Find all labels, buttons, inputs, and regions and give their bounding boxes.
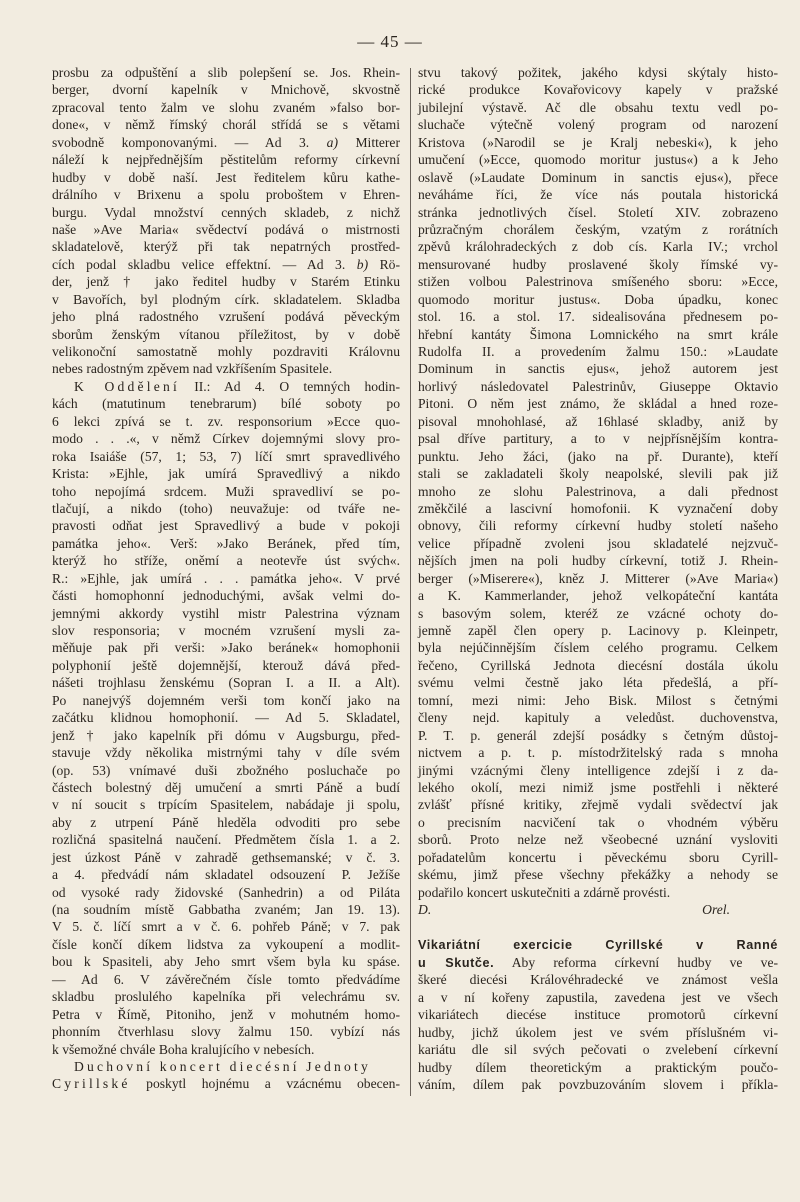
text-line — [52, 204, 400, 221]
text-line — [52, 238, 400, 255]
text-segment: jinými vzácnými členy intelligence zdejší i z da- — [418, 762, 778, 778]
text-segment: Cyrillské — [52, 1076, 131, 1092]
text-segment: stižen volbou Palestrinova smíšeného sboru: »Ecce, — [418, 274, 778, 290]
text-line — [52, 1075, 400, 1092]
text-line — [52, 535, 400, 552]
text-line — [418, 343, 778, 360]
text-line — [52, 360, 400, 377]
author-signature: D. Orel. — [418, 902, 730, 917]
text-line — [52, 291, 400, 308]
text-line — [52, 483, 400, 500]
text-line — [418, 587, 778, 604]
text-segment: začátku klidnou homophonií. — Ad 5. Skladatel, — [52, 710, 400, 726]
text-segment: zvlášť přísné kritiky, zřejmě vydali svědectví jak — [418, 797, 778, 813]
text-line — [418, 535, 778, 552]
text-line — [52, 988, 400, 1005]
text-segment: o precisním nacvičení tak o vhodném výběru — [418, 814, 778, 830]
text-segment: hudby v době naší. Jest ředitelem kůru kathe- — [52, 169, 400, 185]
section-heading-line-2 — [418, 954, 778, 971]
text-line — [418, 692, 778, 709]
text-segment: bou k Spasiteli, aby Jeho smrt všem byla ku spáse. — [52, 954, 400, 970]
text-line — [52, 413, 400, 430]
text-line — [52, 326, 400, 343]
text-segment: velikonoční samostatně mohly pozdraviti Královnu — [52, 344, 400, 359]
text-segment: od vysoké rady židovské (Sanhedrin) a od Piláta — [52, 884, 400, 900]
text-line — [418, 517, 778, 534]
text-segment: Krista: »Ejhle, jak umírá Spravedlivý a nikdo — [52, 466, 400, 482]
text-segment: horlivý následovatel Palestrinův, Giuseppe Oktavio — [418, 378, 778, 394]
text-line — [52, 273, 400, 290]
text-segment: K — [74, 378, 105, 394]
text-segment: kách (matutinum tenebrarum) bílé soboty po — [52, 396, 400, 412]
text-line — [52, 622, 400, 639]
text-segment: mensurované hudby proslavené školy římské vy- — [418, 256, 778, 272]
text-line — [52, 186, 400, 203]
text-segment: části homophonní jednoduchými, avšak velmi do- — [52, 588, 400, 604]
text-line — [418, 866, 778, 883]
text-segment: změkčilé a lascivní homofonii. K vyznačení doby — [418, 500, 778, 516]
text-segment: phonním čtverhlasu slovy žalmu 150. vybízí nás — [52, 1024, 400, 1040]
section-heading: Vikariátní exercicie Cyrillské v Ranné — [418, 938, 778, 953]
text-line — [52, 814, 400, 831]
text-segment: nictvem a p. t. p. místodržitelský rada s mnoha — [418, 745, 778, 761]
text-line — [418, 116, 778, 133]
text-segment: skladbu proslulého kapelníka při velechrámu sv. — [52, 989, 400, 1005]
text-segment: jemně zapěl člen opery p. Lacinovy p. Kleinpetr, — [418, 623, 778, 638]
text-segment: skladatelově, kterýž při tak nepatrných prostřed- — [52, 239, 400, 255]
text-line — [418, 134, 778, 151]
text-segment: — Ad 6. V závěrečném čísle tomto předvádíme — [52, 971, 400, 987]
text-segment: nějších jmen na poli hudby církevní, totiž J. Rhein- — [418, 553, 778, 569]
text-line — [52, 674, 400, 691]
text-line — [52, 639, 400, 656]
text-segment: mnoho ze slohu Palestrinova, a dali přednost — [418, 483, 778, 499]
section-heading-line-1 — [418, 936, 778, 953]
text-segment: psal dříve partitury, a to v nejpřísnějším kontra- — [418, 431, 778, 447]
section-body — [418, 971, 778, 1093]
text-segment: svému velmi čestně jako léta předešlá, a pří- — [418, 675, 778, 691]
text-line — [418, 814, 778, 831]
text-segment: der, jenž † jako ředitel hudby v Starém Etinku — [52, 274, 400, 290]
text-line — [418, 81, 778, 98]
text-segment: jeho plná radostného vzrušení podává pěveckým — [52, 309, 400, 325]
text-line — [52, 308, 400, 325]
text-segment: členy nejd. kapituly a veledůst. duchovenstva, — [418, 710, 778, 726]
section-text-start: Aby reforma církevní hudby ve ve- — [494, 954, 779, 970]
text-segment: řečeno, Cyrillská Jednota diecésní dostála úkolu — [418, 657, 778, 673]
text-segment: drálního v Brixenu a spolu proboštem v Ehren- — [52, 187, 400, 203]
text-line — [418, 657, 778, 674]
text-line — [52, 1041, 400, 1058]
text-line — [52, 256, 400, 273]
text-segment: Rö- — [368, 256, 400, 272]
text-segment: berger, dvorní kapelník v Mnichově, skvostně — [52, 82, 400, 98]
text-segment: průzračným chorálem českým, vzatým z rorátních — [418, 221, 778, 237]
text-line — [418, 796, 778, 813]
text-line — [52, 169, 400, 186]
text-segment: a) — [326, 134, 338, 150]
text-segment: v Bavořích, byl plodným círk. skladatelem. Skladba — [52, 291, 400, 307]
text-line — [52, 971, 400, 988]
text-line — [418, 256, 778, 273]
text-line — [52, 657, 400, 674]
text-line — [418, 831, 778, 848]
text-segment: sluchače výtečně volený program od narození — [418, 117, 778, 133]
text-line — [418, 308, 778, 325]
text-line — [418, 291, 778, 308]
text-line — [52, 762, 400, 779]
text-line — [418, 483, 778, 500]
text-line — [418, 448, 778, 465]
text-segment: (na soudním místě Gabbatha zvaném; Jan 19. 13). — [52, 902, 400, 917]
text-line — [418, 221, 778, 238]
text-segment: rické produkce Kovařovicovy kapely v pražské — [418, 82, 778, 98]
text-segment: sborům ženským vítanou příležitost, by v době — [52, 326, 400, 342]
page-number-text: — 45 — — [357, 32, 423, 51]
text-line: hudby, jichž úkolem jest ve svém příslušném vi- — [418, 1024, 778, 1040]
text-segment: II.: Ad 4. O temných hodin- — [179, 378, 400, 394]
text-segment: stvu takový požitek, jakého kdysi skýtaly histo- — [418, 65, 778, 80]
text-segment: pisoval mnohohlasé, až 16hlasé skladby, aniž by — [418, 413, 778, 429]
text-line — [52, 605, 400, 622]
text-line — [418, 378, 778, 395]
text-segment: umučení (»Ecce, quomodo moritur justus«) a k Jeho — [418, 152, 778, 168]
text-line — [52, 849, 400, 866]
text-line — [52, 221, 400, 238]
text-line — [418, 395, 778, 412]
text-segment: nášeti trojhlasu ženskému (Sopran I. a II. a Alt). — [52, 675, 400, 691]
text-line: kariátu dle sil svých pečovati o zvelebení církevní — [418, 1042, 778, 1058]
text-line — [418, 413, 778, 430]
text-segment: Duchovní koncert diecésní Jednoty — [74, 1058, 371, 1074]
text-segment: jenž † jako kapelník při dómu v Augsburgu, před- — [52, 727, 400, 743]
text-line — [418, 884, 778, 901]
text-segment: Po nanejvýš dojemném verši tom končí jako na — [52, 692, 400, 708]
text-segment: náleží k nejpřednějším pěstitelům reformy církevní — [52, 152, 400, 168]
text-segment: V 5. č. líčí smrt a v č. 6. pohřeb Páně; v 7. pak — [52, 919, 400, 935]
text-line — [52, 448, 400, 465]
text-line — [418, 744, 778, 761]
text-segment: Mitterer — [337, 134, 400, 150]
text-line — [52, 343, 400, 360]
text-segment: modo . . .«, v němž Církev dojemnými slovy pro- — [52, 431, 400, 447]
text-line — [52, 587, 400, 604]
text-line — [52, 1058, 400, 1075]
text-line — [52, 884, 400, 901]
text-segment: měňuje pak při verši: »Jako beránek« homophonii — [52, 640, 400, 656]
section-heading-cont: u Skutče. — [418, 955, 495, 970]
text-line — [418, 570, 778, 587]
text-segment: polyphonií ještě dojemnější, kterouž dává před- — [52, 657, 400, 673]
text-segment: tlačují, a nikdo (toho) neuvažuje: od tváře ne- — [52, 500, 400, 516]
text-segment: zpracoval tento žalm ve slohu zvaném »falso bor- — [52, 99, 400, 115]
text-line — [418, 709, 778, 726]
text-line: a v ní kořeny zapustila, zavedena jest ve všech — [418, 989, 778, 1005]
text-segment: done«, v němž římský chorál střídá se s větami — [52, 117, 400, 133]
text-line — [418, 151, 778, 168]
page-number — [0, 32, 800, 52]
text-segment: Petra v Římě, Pitoniho, jenž v mohutném homo- — [52, 1006, 400, 1022]
text-segment: velice případně zvoleni jsou skladatelé nejzvuč- — [418, 535, 778, 551]
text-segment: naše »Ave Maria« svědectví podává o mistrnosti — [52, 221, 400, 237]
text-segment: stol. 16. a stol. 17. sidealisována přednesem po- — [418, 309, 778, 325]
text-segment: neváháme říci, že více nás poutala historická — [418, 187, 778, 203]
text-line — [52, 430, 400, 447]
text-segment: punktu. Jeho žáci, (jako na př. Durante), kteří — [418, 448, 778, 464]
text-segment: byla nejúčinnějším číslem celého programu. Celkem — [418, 640, 778, 656]
text-segment: (op. 53) vnímavé duši zbožného posluchače po — [52, 762, 400, 778]
text-segment: poskytl hojnému a vzácnému obecen- — [130, 1076, 400, 1092]
text-segment: Rudolfa II. a provedením žalmu 150.: »Laudate — [418, 344, 778, 359]
text-line: škeré diecési Královéhradecké ve známost vešla — [418, 972, 778, 988]
text-line — [418, 430, 778, 447]
text-segment: Oddělení — [104, 378, 180, 394]
text-segment: v ní soucit s trpícím Spasitelem, nabádaje ji spolu, — [52, 797, 400, 813]
text-segment: roka Isaiáše (57, 1; 53, 7) líčí smrt spravedlivého — [52, 448, 400, 464]
text-segment: zpěvů králohradeckých z dob cís. Karla IV.; vrchol — [418, 239, 778, 255]
text-segment: lekého okolí, mezi nimiž jsme postřehli i některé — [418, 779, 778, 795]
text-segment: s basovým solem, kteréž ze vzácné ochoty do- — [418, 605, 778, 621]
text-segment: quomodo moritur justus«. Doba úpadku, konec — [418, 291, 778, 307]
text-line — [52, 517, 400, 534]
text-line — [418, 360, 778, 377]
text-line — [52, 831, 400, 848]
text-segment: jest úzkost Páně v zahradě gethsemanské; v č. 3. — [52, 849, 400, 865]
text-segment: jubilejní výstavě. Ač dle obsahu textu vedl po- — [418, 99, 778, 115]
text-segment: stránka jednotlivých čísel. Století XIV. zobrazeno — [418, 204, 778, 220]
left-column — [52, 64, 400, 1093]
text-segment: čísle končí díkem lidstva za vykoupení a modlit- — [52, 936, 400, 952]
text-segment: P. T. p. generál zdejší posádky s četným důstoj- — [418, 727, 778, 743]
text-line — [418, 605, 778, 622]
text-line — [52, 134, 400, 151]
right-column — [418, 64, 778, 1093]
text-segment: skému, jimž přese všechny překážky a nehody se — [418, 867, 778, 883]
text-segment: cích podal skladbu velice effektní. — Ad 3. — [52, 256, 357, 272]
text-line — [418, 238, 778, 255]
text-segment: tomní, mezi nimi: Jeho Bisk. Milost s četnými — [418, 692, 778, 708]
text-segment: prosbu za odpuštění a slib polepšení se. Jos. Rhein- — [52, 65, 400, 80]
text-segment: k všemožné chvále Boha kralujícího v nebesích. — [52, 1041, 315, 1057]
text-line — [418, 849, 778, 866]
text-segment: berger (»Miserere«), kněz J. Mitterer (»Ave Maria«) — [418, 570, 778, 586]
text-line: váním, dílem pak povzbuzováním slovem i příkla- — [418, 1076, 778, 1092]
text-line — [418, 64, 778, 81]
text-segment: Kristova (»Narodil se je Kralj nebeski«), k jeho — [418, 134, 778, 150]
text-line — [52, 552, 400, 569]
text-line — [418, 674, 778, 691]
text-segment: a 4. předvádí nám skladatel odsouzení P. Ježíše — [52, 867, 400, 883]
text-line: vikariátech diecése instituce promotorů církevní — [418, 1007, 778, 1023]
text-segment: toho nepojímá srdcem. Muži spravedliví se po- — [52, 483, 400, 499]
text-segment: stavuje vždy několika mistrnými tahy v díle svém — [52, 745, 400, 761]
text-line — [52, 500, 400, 517]
text-segment: Pitoni. O něm jest známo, že skládal a hned roze- — [418, 396, 778, 412]
text-line — [52, 151, 400, 168]
text-line — [52, 570, 400, 587]
text-segment: 6 lekci zpívá se t. zv. responsorium »Ecce quo- — [52, 413, 400, 429]
text-line — [418, 273, 778, 290]
text-line — [52, 779, 400, 796]
text-segment: aby z utrpení Páně hleděla odvoditi pro sebe — [52, 814, 400, 830]
text-line — [418, 204, 778, 221]
text-segment: jemnými akkordy vystihl mistr Palestrina význam — [52, 605, 400, 621]
text-line — [52, 744, 400, 761]
text-line — [52, 901, 400, 918]
text-segment: podařilo koncert uskutečniti a zdárně provésti. — [418, 884, 671, 900]
text-segment: pořadatelům koncertu i pěveckému sboru Cyrill- — [418, 849, 778, 865]
text-segment: nebes radostným zpěvem nad vzkříšením Spasitele. — [52, 361, 333, 377]
text-line — [418, 99, 778, 116]
text-line — [52, 936, 400, 953]
text-line — [418, 465, 778, 482]
text-segment: a K. Kammerlander, jehož velkopáteční kantáta — [418, 588, 778, 604]
text-line — [52, 64, 400, 81]
text-line — [418, 622, 778, 639]
text-segment: Dominum in sanctis ejus«, jehož autorem jest — [418, 361, 778, 377]
text-segment: kterýž ho stříže, oněmí a neotevře úst svých«. — [52, 553, 400, 569]
text-line — [52, 99, 400, 116]
text-segment: částech bolestný děj umučení a smrti Páně a budí — [52, 779, 400, 795]
text-line — [52, 1006, 400, 1023]
text-line — [418, 500, 778, 517]
text-line — [418, 727, 778, 744]
text-segment: burgu. Vydal množství cenných skladeb, z nichž — [52, 204, 400, 220]
text-line — [52, 116, 400, 133]
text-segment: R.: »Ejhle, jak umírá . . . památka jeho«. V prvé — [52, 570, 400, 586]
text-line — [418, 186, 778, 203]
text-segment: pravosti odňat jest Spravedlivý a bude v pokoji — [52, 518, 400, 534]
text-segment: svobodně komponovanými. — Ad 3. — [52, 134, 327, 150]
column-divider — [410, 68, 411, 1096]
text-line — [52, 395, 400, 412]
text-line — [52, 692, 400, 709]
text-segment: rozličná spasitelná naučení. Předmětem čísla 1. a 2. — [52, 832, 400, 848]
text-line — [418, 762, 778, 779]
text-line — [418, 639, 778, 656]
text-line — [418, 326, 778, 343]
text-line — [52, 918, 400, 935]
text-segment: hřební kantáty Šimona Lomnického na smrt krále — [418, 326, 778, 342]
text-line — [52, 866, 400, 883]
text-line: hudby dílem theoretickým a praktickým poučo- — [418, 1059, 778, 1075]
text-line — [418, 169, 778, 186]
text-segment: sborů. Proto nelze než všeobecné uznání vysloviti — [418, 832, 778, 848]
text-segment: památka jeho«. Verš: »Jako Beránek, před tím, — [52, 535, 400, 551]
text-line — [52, 727, 400, 744]
text-line — [52, 796, 400, 813]
section-gap — [418, 918, 778, 936]
text-line — [52, 81, 400, 98]
text-line — [52, 465, 400, 482]
text-line — [52, 953, 400, 970]
text-segment: b) — [356, 256, 369, 272]
text-segment: oslavě (»Laudate Dominum in sanctis ejus«), přece — [418, 169, 778, 185]
text-line — [418, 552, 778, 569]
text-segment: slov responsoria; v mocném vzrušení mysli za- — [52, 623, 400, 638]
concert-report-text — [418, 64, 778, 901]
text-line — [418, 779, 778, 796]
text-line — [52, 1023, 400, 1040]
text-segment: stali se zakladateli školy neapolské, slevili pak již — [418, 466, 778, 482]
text-line — [52, 709, 400, 726]
text-segment: obnovy, čili reformy církevní hudby století našeho — [418, 518, 778, 534]
text-line — [52, 378, 400, 395]
